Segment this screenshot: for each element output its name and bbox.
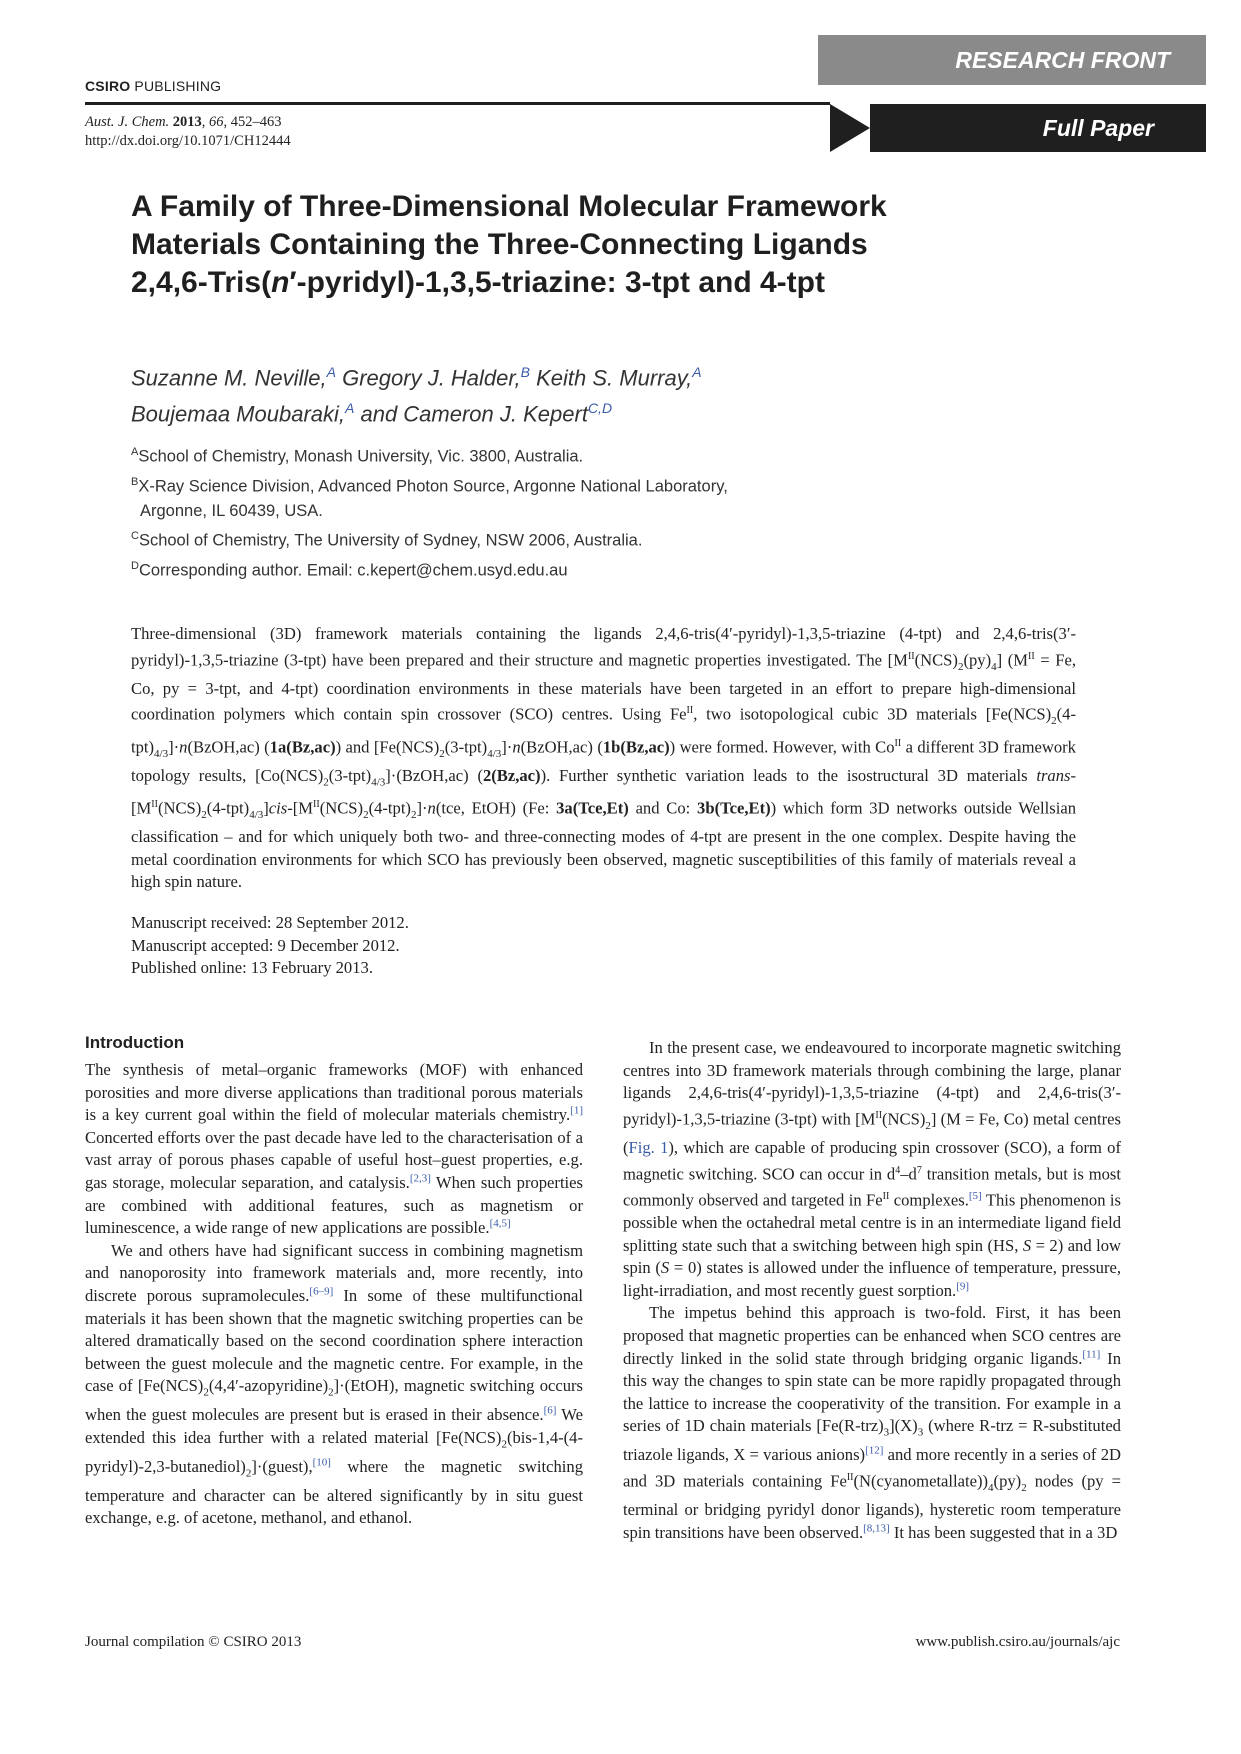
affiliation-link[interactable]: A (326, 364, 336, 380)
publisher-name: CSIRO PUBLISHING (85, 78, 222, 94)
affiliation-link[interactable]: A (692, 364, 702, 380)
affiliations (131, 440, 831, 583)
author-list (131, 357, 831, 430)
section-heading: Introduction (85, 1033, 185, 1052)
journal-year: 2013 (172, 114, 202, 130)
affiliation-link[interactable]: C,D (587, 400, 613, 417)
affiliation-item: $^C$School of Chemistry, The University of Sydney, NSW 2006, Australia. (131, 530, 643, 550)
author-name: Suzanne M. Neville, (131, 365, 327, 391)
paper-title: A Family of Three-Dimensional Molecular Framework Materials Containing the Three-Connecting Ligands 2,4,6-Tris(n′-pyridyl)-1,3,5-triazine: 3-tpt and 4-tpt (131, 190, 887, 299)
journal-volume: 66 (209, 114, 224, 130)
paragraph: The impetus behind this approach is two-fold. First, it has been proposed that magnetic properties can be enhanced when SCO centres are directly linked in the solid state through bridging organic ligands.[11] In this way the changes to spin state can be more rapidly propagated through the lattice to increase the cooperativity of the transition. For example in a series of 1D chain materials $[Fe(R-trz)_3](X)_3$ (where R-trz = R-substituted triazole ligands, X = various anions)[12] and more recently in a series of 2D and 3D materials containing $Fe^{II}(N(cyanometallate))_4(py)_2$ nodes (py = terminal or bridging pyridyl donor ligands), hysteretic room temperature spin transitions have been observed.[8,13] It has been suggested that in a 3D (623, 1303, 1121, 1542)
research-front-banner: RESEARCH FRONT (818, 35, 1206, 85)
author-name: and Cameron J. Kepert (354, 401, 588, 427)
journal-pages: , 452–463 (223, 114, 282, 130)
affiliation-item: $^B$X-Ray Science Division, Advanced Photon Source, Argonne National Laboratory, (131, 475, 728, 495)
author-name: Keith S. Murray, (529, 365, 693, 391)
body-column-right (623, 1037, 1121, 1545)
full-paper-banner: Full Paper (830, 104, 1206, 152)
affiliation-item: $^D$Corresponding author. Email: c.kepert@chem.usyd.edu.au (131, 559, 568, 579)
manuscript-dates: Manuscript received: 28 September 2012. Manuscript accepted: 9 December 2012. Published online: 13 February 2013. (131, 913, 409, 977)
doi-link[interactable]: http://dx.doi.org/10.1071/CH12444 (85, 133, 291, 149)
author-name: Gregory J. Halder, (336, 365, 521, 391)
banner-arrow-notch (830, 104, 870, 152)
affiliation-link[interactable]: B (520, 364, 530, 380)
journal-name: Aust. J. Chem. (85, 114, 170, 130)
affiliation-item: $^A$School of Chemistry, Monash University, Vic. 3800, Australia. (131, 446, 584, 466)
affiliation-item: Argonne, IL 60439, USA. (140, 502, 323, 520)
citation: Aust. J. Chem. 2013, 66, 452–463 http://dx.doi.org/10.1071/CH12444 (85, 114, 291, 149)
body-column-left (85, 1059, 583, 1530)
footer-copyright: Journal compilation © CSIRO 2013 (85, 1634, 302, 1650)
paragraph: In the present case, we endeavoured to incorporate magnetic switching centres into 3D framework materials through combining the large, planar ligands 2,4,6-tris(4′-pyridyl)-1,3,5-triazine (4-tpt) and 2,4,6-tris(3′-pyridyl)-1,3,5-triazine (3-tpt) with $[M^{II}(NCS)_2] (M = Fe$, Co) metal centres (Fig. 1), which are capable of producing spin crossover (SCO), a form of magnetic switching. SCO can occur in $d^4-d^7$ transition metals, but is most commonly observed and targeted in $Fe^{II}$ complexes.[5] This phenomenon is possible when the octahedral metal centre is in an intermediate ligand field splitting state such that a switching between high spin (HS, S = 2) and low spin (S = 0) states is allowed under the influence of temperature, pressure, light-irradiation, and most recently guest sorption.[9] (623, 1038, 1121, 1300)
paragraph: We and others have had significant success in combining magnetism and nanoporosity into framework materials and, more recently, into discrete porous supramolecules.[6–9] In some of these multifunctional materials it has been shown that the magnetic switching properties can be altered dramatically based on the second coordination sphere interaction between the guest molecule and the magnetic centre. For example, in the case of $[Fe(NCS)_2(4,4'-azopyridine)_2]\cdot(EtOH)$, magnetic switching occurs when the guest molecules are present but is erased in their absence.[6] We extended this idea further with a related material $[Fe(NCS)_2(bis-1,4-(4-pyridyl)-2,3-butanediol)_2]\cdot(guest),[10]$ where the magnetic switching temperature and character can be altered significantly by in situ guest exchange, e.g. of acetone, methanol, and ethanol. (85, 1240, 584, 1528)
abstract: Three-dimensional (3D) framework materials containing the ligands 2,4,6-tris(4′-pyridyl)-1,3,5-triazine (4-tpt) and 2,4,6-tris(3′-pyridyl)-1,3,5-triazine (3-tpt) have been prepared and their structure and magnetic properties investigated. The $[M^{II}(NCS)_2(py)_4] (M^{II} = Fe$, Co, py = 3-tpt, and 4-tpt) coordination environments in these materials have been targeted in an effort to prepare high-dimensional coordination polymers which contain spin crossover (SCO) centres. Using $Fe^{II}$, two isotopological cubic 3D materials $[Fe(NCS)_2(4-tpt)_{4/3}]\cdot n(BzOH,ac)$ (1a(Bz,ac)) and $[Fe(NCS)_2(3-tpt)_{4/3}]\cdot n(BzOH,ac)$ (1b(Bz,ac)) were formed. However, with $Co^{II}$ a different 3D framework topology results, $[Co(NCS)_2(3-tpt)_{4/3}]\cdot(BzOH,ac)$ (2(Bz,ac)). Further synthetic variation leads to the isostructural 3D materials trans-$[M^{II}(NCS)_2(4-tpt)_{4/3}]cis-[M^{II}(NCS)_2(4-tpt)_2]\cdot n(tce$, EtOH) (Fe: 3a(Tce,Et) and Co: 3b(Tce,Et)) which form 3D networks outside Wellsian classification – and for which uniquely both two- and three-connecting modes of 4-tpt are present in the one complex. Despite having the metal coordination environments for which SCO has previously been observed, magnetic susceptibilities of this family of materials reveal a high spin nature. (131, 624, 1077, 892)
author-name: Boujemaa Moubaraki, (131, 401, 346, 427)
affiliation-link[interactable]: A (345, 400, 355, 417)
header-rule (85, 102, 830, 105)
paragraph: The synthesis of metal–organic frameworks (MOF) with enhanced porosities and more diverse applications than traditional porous materials is a key current goal within the field of molecular materials chemistry.[1] Concerted efforts over the past decade have led to the characterisation of a vast array of porous phases capable of useful host–guest properties, e.g. gas storage, molecular separation, and catalysis.[2,3] When such properties are combined with additional features, such as magnetism or luminescence, a wide range of new applications are possible.[4,5] (85, 1060, 583, 1238)
footer-url[interactable]: www.publish.csiro.au/journals/ajc (915, 1634, 1120, 1650)
